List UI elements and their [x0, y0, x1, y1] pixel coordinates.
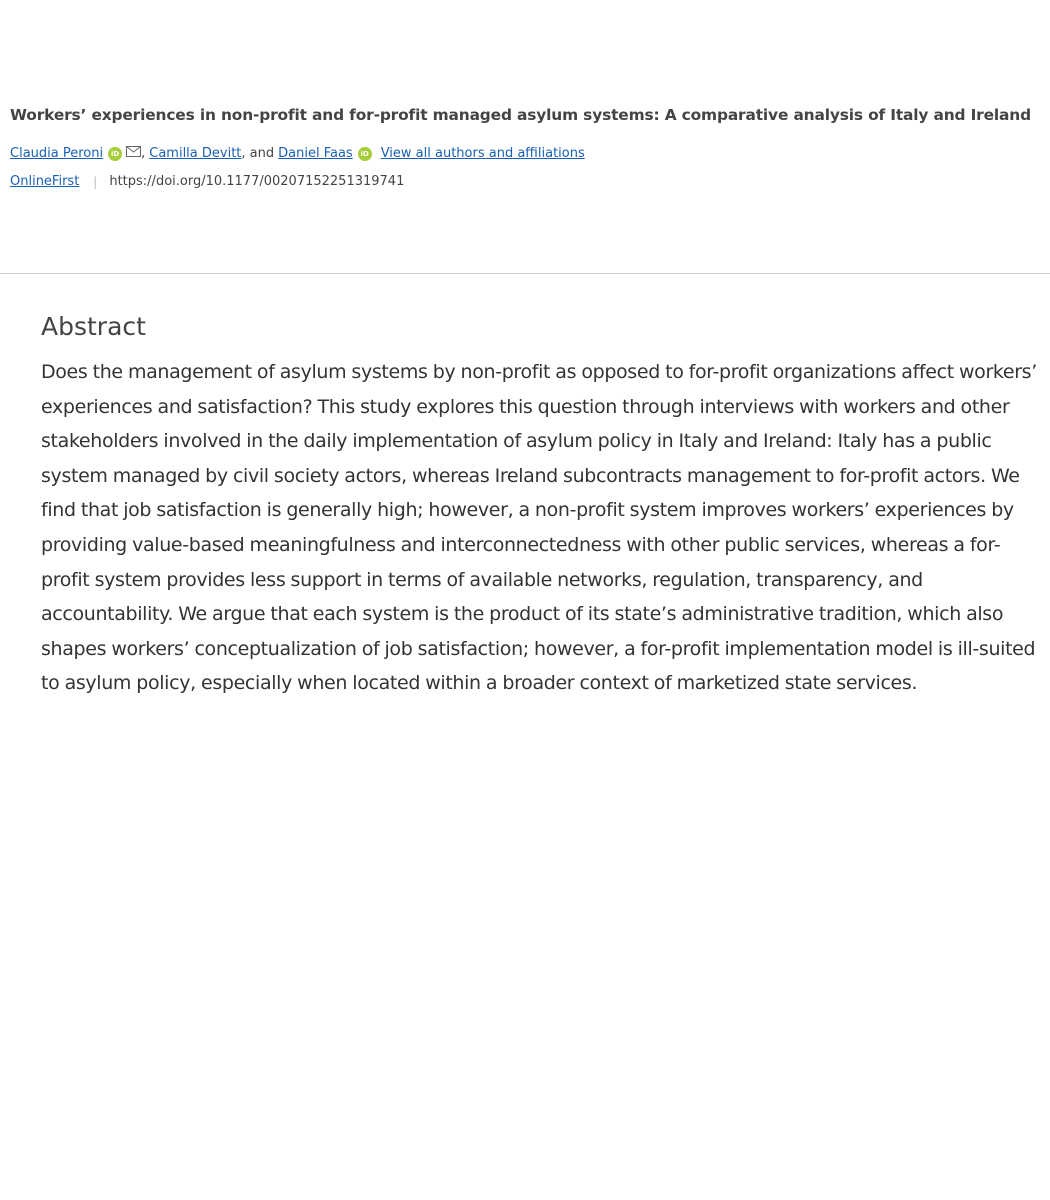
- article-header: [10, 103, 1050, 191]
- author-link-claudia-peroni[interactable]: Claudia Peroni: [10, 146, 104, 161]
- view-all-authors-link[interactable]: View all authors and affiliations: [380, 146, 585, 161]
- abstract-text: Does the management of asylum systems by non-profit as opposed to for-profit organizations affect workers’ experiences and satisfaction? This study explores this question through interviews with workers and other stakeholders involved in the daily implementation of asylum policy in Italy and Ireland: Italy has a public system managed by civil society actors, whereas Ireland subcontracts management to for-profit actors. We find that job satisfaction is generally high; however, a non-profit system improves workers’ experiences by providing value-based meaningfulness and interconnectedness with other public services, whereas a for-profit system provides less support in terms of available networks, regulation, transparency, and accountability. We argue that each system is the product of its state’s administrative tradition, which also shapes workers’ conceptualization of job satisfaction; however, a for-profit implementation model is ill-suited to asylum policy, especially when located within a broader context of marketized state services.: [41, 361, 1037, 695]
- abstract-section: [41, 310, 1041, 701]
- authors-line: [10, 145, 1050, 163]
- author-link-daniel-faas[interactable]: Daniel Faas: [278, 146, 353, 161]
- author-link-camilla-devitt[interactable]: Camilla Devitt: [149, 146, 242, 161]
- onlinefirst-link[interactable]: OnlineFirst: [10, 174, 80, 189]
- abstract-heading: Abstract: [41, 312, 146, 341]
- publication-meta: [10, 173, 1050, 191]
- meta-divider: |: [93, 175, 98, 189]
- mail-icon[interactable]: [126, 145, 141, 163]
- orcid-icon[interactable]: iD: [108, 147, 122, 161]
- article-title: Workers’ experiences in non-profit and for-profit managed asylum systems: A comparative analysis of Italy and Ireland: [10, 106, 1031, 124]
- orcid-icon[interactable]: iD: [358, 147, 372, 161]
- author-separator: ,: [141, 146, 146, 161]
- section-divider: [0, 273, 1050, 274]
- author-separator-and: , and: [241, 146, 275, 161]
- doi-text: https://doi.org/10.1177/00207152251319741: [109, 174, 405, 189]
